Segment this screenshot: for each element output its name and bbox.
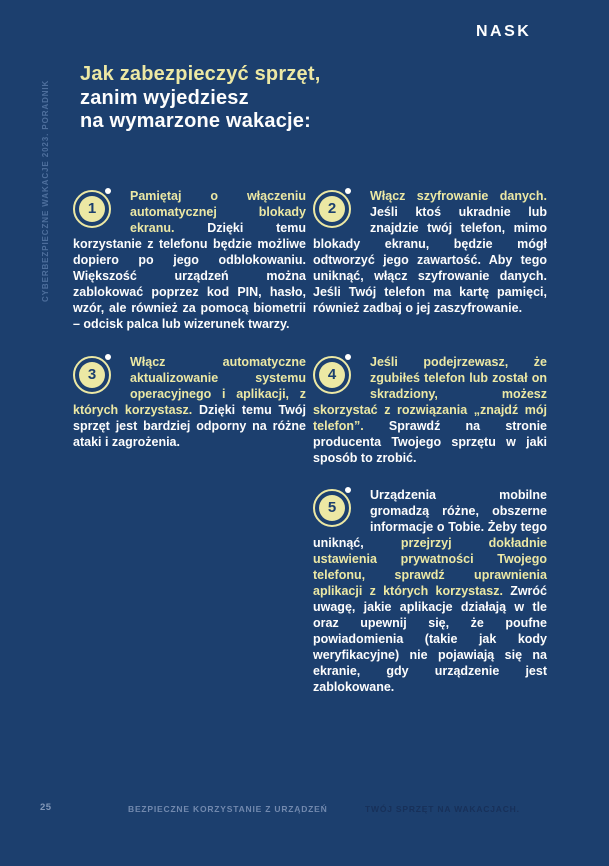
badge-dot-icon [345, 354, 351, 360]
badge-dot-icon [345, 188, 351, 194]
page-title [80, 63, 320, 134]
tip-2-number-badge [313, 190, 351, 228]
page-title-line3: na wymarzone wakacje: [80, 110, 311, 132]
badge-dot-icon [345, 487, 351, 493]
tip-3-highlight-text: Włącz automatyczne aktualizowanie systemu operacyjnego i aplikacji, z których korzystasz. [73, 355, 306, 417]
tip-1-number-badge [73, 190, 111, 228]
tip-5-highlight-text: przejrzyj dokładnie ustawienia prywatności Twojego telefonu, sprawdź uprawnienia aplikacji z których korzystasz. [313, 536, 547, 598]
tip-3-number: 3 [79, 362, 105, 388]
page-title-line2: zanim wyjedziesz [80, 86, 249, 109]
tip-2-highlight-text: Włącz szyfrowanie danych. [370, 189, 547, 203]
tip-5-number: 5 [319, 495, 345, 521]
tip-3-number-badge [73, 356, 111, 394]
tip-4-number-badge [313, 356, 351, 394]
tip-5-number-badge [313, 489, 351, 527]
tip-2-number: 2 [319, 196, 345, 222]
page-number: 25 [40, 802, 52, 813]
tip-1-highlight-text: Pamiętaj o włączeniu automatycznej blokady ekranu. [130, 189, 306, 235]
badge-dot-icon [105, 354, 111, 360]
tip-4-number: 4 [319, 362, 345, 388]
footer-section-label-right: TWÓJ SPRZĘT NA WAKACJACH. [365, 804, 520, 814]
tip-item-4 [313, 354, 547, 466]
tip-4-highlight-text: Jeśli podejrzewasz, że zgubiłeś telefon lub został on skradziony, możesz skorzystać z rozwiązania „znajdź mój telefon”. [313, 355, 547, 433]
tip-item-2 [313, 188, 547, 316]
sidebar-vertical-caption: CYBERBEZPIECZNE WAKACJE 2023. PORADNIK [41, 79, 50, 302]
nask-logo: NASK [476, 23, 532, 40]
tip-2-body-text: Jeśli ktoś ukradnie lub znajdzie twój telefon, mimo blokady ekranu, będzie mógł odtworzyć jego zawartość. Aby tego uniknąć, włącz szyfrowanie danych. Jeśli Twój telefon ma kartę pamięci, również zadbaj o jej zaszyfrowanie. [313, 205, 547, 315]
tip-1-number: 1 [79, 196, 105, 222]
tip-5-body-text: Zwróć uwagę, jakie aplikacje działają w tle oraz upewnij się, że poufne powiadomienia (takie jak kody weryfikacyjne) nie pojawiają się na ekranie, gdy urządzenie jest zablokowane. [313, 584, 547, 694]
tip-item-5 [313, 487, 547, 695]
page-title-line1: Jak zabezpieczyć sprzęt, [80, 63, 321, 85]
tip-4-body-text: Sprawdź na stronie producenta Twojego sprzętu w jaki sposób to zrobić. [313, 419, 548, 465]
tip-item-3 [73, 354, 306, 450]
tip-1-body-text: Dzięki temu korzystanie z telefonu będzie możliwe dopiero po jego odblokowaniu. Większość urządzeń można zablokować poprzez kod PIN, hasło, wzór, ale również za pomocą biometrii – odcisk palca lub wizerunek twarzy. [73, 221, 306, 331]
tip-3-body-text: Dzięki temu Twój sprzęt jest bardziej odporny na różne ataki i zagrożenia. [73, 403, 306, 449]
tip-item-1 [73, 188, 306, 332]
footer-section-label-left: BEZPIECZNE KORZYSTANIE Z URZĄDZEŃ [128, 804, 328, 814]
tip-5-intro-text: Urządzenia mobilne gromadzą różne, obszerne informacje o Tobie. Żeby tego uniknąć, [313, 488, 547, 550]
badge-dot-icon [105, 188, 111, 194]
